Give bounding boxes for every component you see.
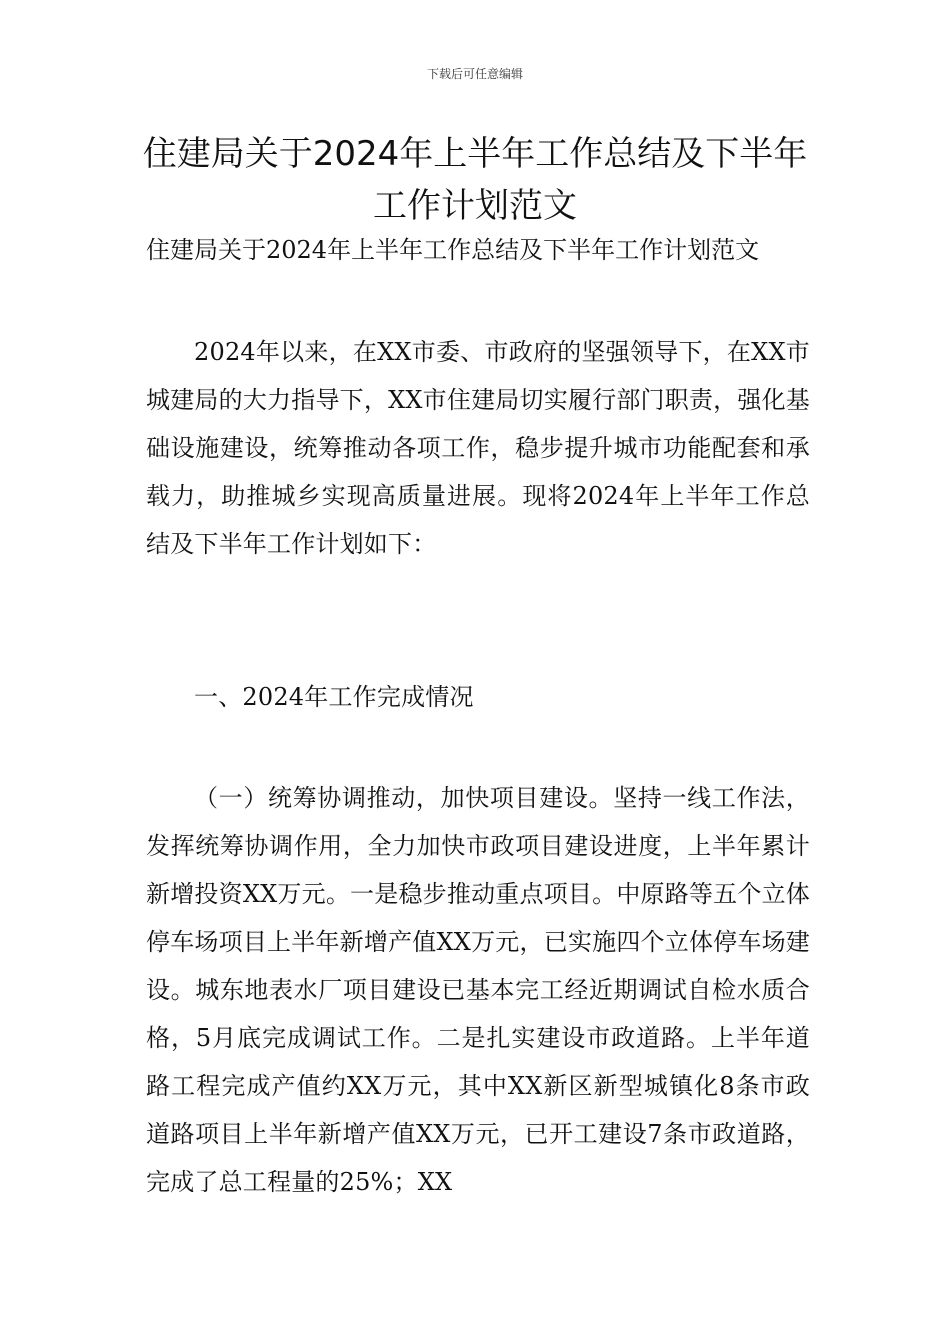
intro-paragraph: 2024年以来，在XX市委、市政府的坚强领导下，在XX市城建局的大力指导下，XX市住建局切实履行部门职责，强化基础设施建设，统筹推动各项工作，稳步提升城市功能配套和承载力，助推城乡实现高质量进展。现将2024年上半年工作总结及下半年工作计划如下： <box>146 338 810 558</box>
section-heading: 一、2024年工作完成情况 <box>194 683 474 711</box>
document-title: 住建局关于2024年上半年工作总结及下半年工作计划范文 <box>142 134 808 226</box>
section-paragraph: （一）统筹协调推动，加快项目建设。坚持一线工作法，发挥统筹协调作用，全力加快市政项目建设进度，上半年累计新增投资XX万元。一是稳步推动重点项目。中原路等五个立体停车场项目上半年新增产值XX万元，已实施四个立体停车场建设。城东地表水厂项目建设已基本完工经近期调试自检水质合格，5月底完成调试工作。二是扎实建设市政道路。上半年道路工程完成产值约XX万元，其中XX新区新型城镇化8条市政道路项目上半年新增产值XX万元，已开工建设7条市政道路，完成了总工程量的25%；XX <box>146 784 810 1196</box>
document-subtitle: 住建局关于2024年上半年工作总结及下半年工作计划范文 <box>146 236 760 264</box>
header-note: 下载后可任意编辑 <box>426 67 523 81</box>
